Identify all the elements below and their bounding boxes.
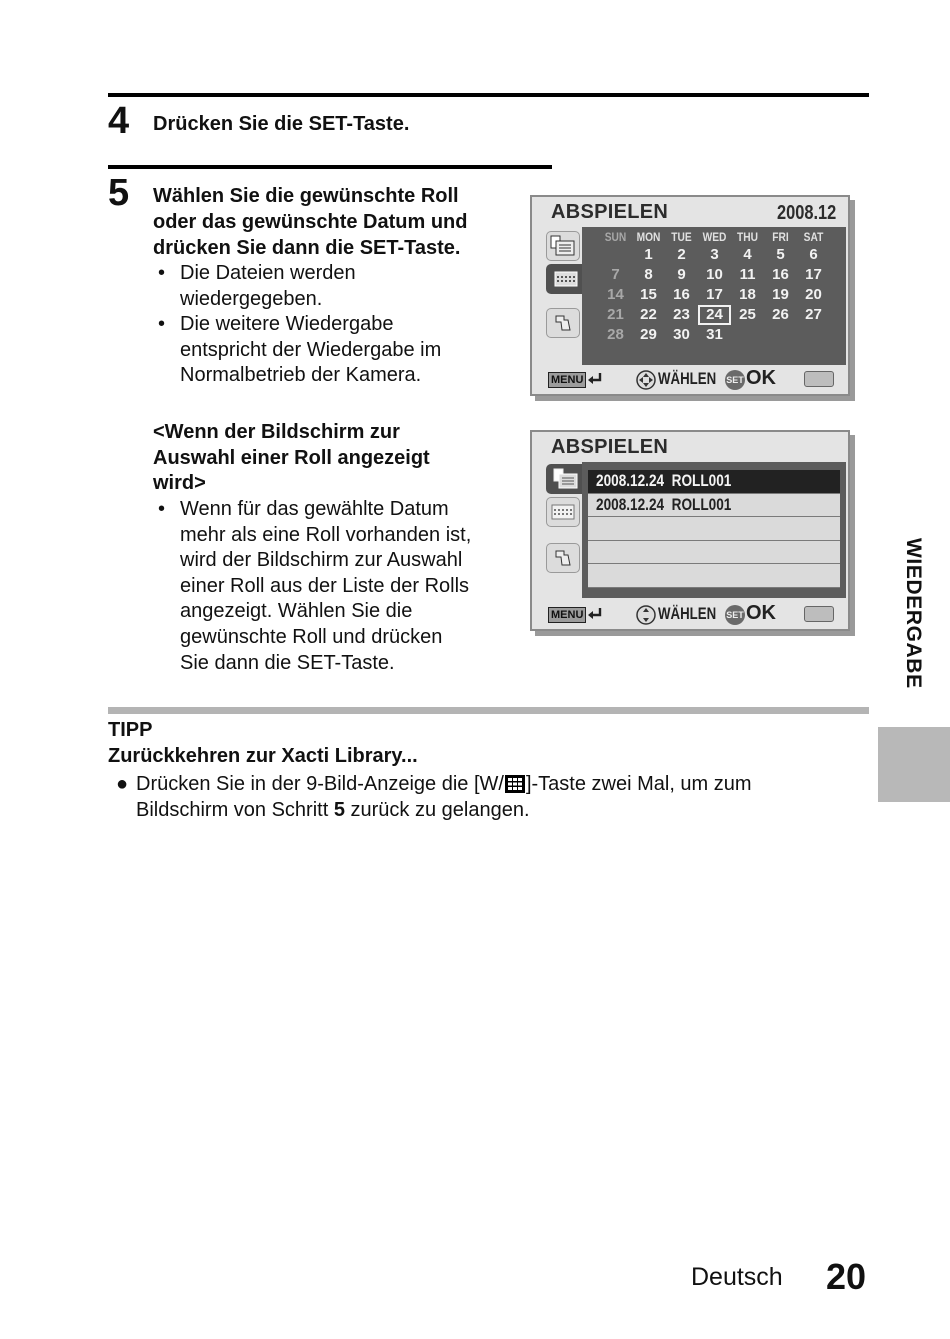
set-key[interactable]: SET bbox=[725, 605, 745, 625]
step-5-title-line: oder das gewünschte Datum und bbox=[153, 211, 468, 233]
roll-section-bullet bbox=[153, 497, 523, 676]
roll-list-item-label: 2008.12.24 ROLL001 bbox=[596, 471, 732, 490]
step-5-title-line: drücken Sie dann die SET-Taste. bbox=[153, 237, 461, 259]
section-tab-label bbox=[881, 538, 925, 718]
step-5-title-line: Wählen Sie die gewünschte Roll bbox=[153, 185, 459, 207]
screen-title: ABSPIELEN bbox=[551, 436, 669, 458]
calendar-day[interactable]: 10 bbox=[706, 266, 723, 283]
bullet-line: • Die Dateien werden bbox=[180, 262, 356, 284]
calendar-view-icon[interactable] bbox=[546, 264, 586, 294]
calendar-grid bbox=[599, 229, 830, 345]
navigation-icon bbox=[636, 370, 656, 390]
bullet-line: • Die weitere Wiedergabe bbox=[180, 313, 394, 336]
calendar-day[interactable]: 8 bbox=[644, 266, 653, 283]
weekday-header: SAT bbox=[803, 230, 824, 244]
menu-key[interactable]: MENU bbox=[548, 607, 586, 623]
weekday-header: TUE bbox=[671, 230, 692, 244]
calendar-day[interactable]: 1 bbox=[644, 246, 653, 263]
bullet-line: einer Roll aus der Liste der Rolls bbox=[180, 574, 470, 597]
calendar-day[interactable]: 6 bbox=[809, 246, 818, 263]
bullet-line: mehr als eine Roll vorhanden ist, bbox=[180, 523, 472, 546]
roll-list bbox=[588, 470, 840, 588]
calendar-day[interactable]: 15 bbox=[640, 286, 657, 303]
page-number: 20 bbox=[826, 1256, 867, 1297]
calendar-bottom-bar bbox=[532, 364, 848, 394]
calendar-day[interactable]: 30 bbox=[673, 326, 690, 343]
tipp-bullet: ● bbox=[116, 773, 129, 795]
calendar-view-icon[interactable] bbox=[546, 497, 580, 527]
calendar-day[interactable]: 23 bbox=[673, 306, 690, 323]
bullet-line: wird der Bildschirm zur Auswahl bbox=[180, 549, 463, 572]
roll-list-item[interactable] bbox=[588, 494, 840, 518]
calendar-day[interactable]: 2 bbox=[677, 246, 686, 263]
tipp-text: Drücken Sie in der 9-Bild-Anzeige die [W/ bbox=[136, 773, 504, 795]
step-5-bullet bbox=[153, 312, 523, 389]
calendar-day[interactable]: 16 bbox=[673, 286, 690, 303]
bullet-line: gewünschte Roll und drücken bbox=[180, 625, 443, 648]
bullet-line: angezeigt. Wählen Sie die bbox=[180, 600, 413, 623]
calendar-day[interactable]: 31 bbox=[706, 326, 723, 343]
roll-list-screen bbox=[530, 430, 850, 631]
roll-panel bbox=[582, 462, 846, 598]
grid-view-icon bbox=[505, 775, 525, 793]
calendar-screen bbox=[530, 195, 850, 396]
roll-bottom-bar bbox=[532, 599, 848, 629]
calendar-day[interactable]: 25 bbox=[739, 306, 756, 323]
calendar-day[interactable]: 26 bbox=[772, 306, 789, 323]
step-5-bullet bbox=[153, 261, 523, 312]
calendar-day[interactable]: 20 bbox=[805, 286, 822, 303]
tipp-rule bbox=[108, 707, 869, 714]
calendar-day[interactable]: 3 bbox=[710, 246, 719, 263]
calendar-day[interactable]: 18 bbox=[739, 286, 756, 303]
calendar-day[interactable]: 4 bbox=[743, 246, 752, 263]
weekday-header: SUN bbox=[604, 230, 627, 244]
tipp-label: TIPP bbox=[108, 719, 153, 741]
tipp-title: Zurückkehren zur Xacti Library... bbox=[108, 745, 418, 767]
bullet-line: • Wenn für das gewählte Datum bbox=[180, 498, 449, 520]
camera-mode-icon[interactable] bbox=[546, 543, 580, 573]
calendar-day[interactable]: 17 bbox=[805, 266, 822, 283]
calendar-day[interactable]: 11 bbox=[739, 266, 756, 283]
battery-icon bbox=[804, 606, 834, 622]
roll-section-bullets bbox=[153, 497, 523, 676]
menu-key[interactable]: MENU bbox=[548, 372, 586, 388]
step-4-number: 4 bbox=[108, 100, 130, 142]
heading-line: wird> bbox=[153, 472, 206, 495]
calendar-day[interactable]: 19 bbox=[772, 286, 789, 303]
calendar-day[interactable]: 24 bbox=[698, 305, 731, 325]
calendar-empty-cell bbox=[599, 245, 632, 265]
footer-language: Deutsch bbox=[691, 1263, 783, 1291]
calendar-day[interactable]: 28 bbox=[607, 326, 624, 343]
ok-label: OK bbox=[746, 602, 776, 624]
return-icon bbox=[586, 605, 604, 623]
roll-list-item[interactable] bbox=[588, 541, 840, 565]
top-rule bbox=[108, 93, 869, 97]
calendar-day[interactable]: 17 bbox=[706, 286, 723, 303]
step-5-number: 5 bbox=[108, 172, 130, 214]
tipp-text: Bildschirm von Schritt bbox=[136, 799, 334, 821]
calendar-empty-cell bbox=[797, 325, 830, 345]
select-label: WÄHLEN bbox=[658, 604, 717, 623]
calendar-day[interactable]: 9 bbox=[677, 266, 686, 283]
calendar-empty-cell bbox=[764, 325, 797, 345]
section-tab-text: WIEDERGABE bbox=[902, 538, 925, 689]
calendar-day[interactable]: 29 bbox=[640, 326, 657, 343]
folder-view-icon[interactable] bbox=[546, 231, 580, 261]
roll-list-item[interactable] bbox=[588, 564, 840, 588]
set-key[interactable]: SET bbox=[725, 370, 745, 390]
calendar-day[interactable]: 21 bbox=[607, 306, 624, 323]
calendar-day[interactable]: 22 bbox=[640, 306, 657, 323]
calendar-day[interactable]: 27 bbox=[805, 306, 822, 323]
bullet-line: Sie dann die SET-Taste. bbox=[180, 651, 395, 674]
step-5-title bbox=[153, 183, 523, 261]
up-down-icon bbox=[636, 605, 656, 625]
weekday-header: MON bbox=[636, 230, 661, 244]
calendar-month: 2008.12 bbox=[776, 202, 836, 224]
roll-section-heading bbox=[153, 420, 513, 497]
calendar-day[interactable]: 5 bbox=[776, 246, 785, 263]
battery-icon bbox=[804, 371, 834, 387]
screen-title: ABSPIELEN bbox=[551, 201, 669, 223]
weekday-header: WED bbox=[702, 230, 727, 244]
step-5-rule bbox=[108, 165, 552, 169]
calendar-day[interactable]: 7 bbox=[611, 266, 620, 283]
calendar-day[interactable]: 16 bbox=[772, 266, 789, 283]
heading-line: <Wenn der Bildschirm zur bbox=[153, 421, 400, 443]
folder-view-icon[interactable] bbox=[546, 464, 586, 494]
tipp-text: zurück zu gelangen. bbox=[344, 799, 530, 821]
calendar-empty-cell bbox=[731, 325, 764, 345]
calendar-panel bbox=[582, 227, 846, 365]
tipp-step-ref: 5 bbox=[333, 799, 345, 821]
bullet-line: wiedergegeben. bbox=[180, 287, 323, 310]
tipp-body bbox=[136, 771, 866, 823]
step-4-title: Drücken Sie die SET-Taste. bbox=[153, 113, 410, 135]
roll-list-item[interactable] bbox=[588, 470, 840, 494]
select-label: WÄHLEN bbox=[658, 369, 717, 388]
heading-line: Auswahl einer Roll angezeigt bbox=[153, 446, 430, 469]
weekday-header: FRI bbox=[772, 230, 789, 244]
step-5-bullets bbox=[153, 261, 523, 389]
roll-list-item-label: 2008.12.24 ROLL001 bbox=[596, 494, 732, 514]
ok-label: OK bbox=[746, 367, 776, 389]
roll-list-item[interactable] bbox=[588, 517, 840, 541]
section-tab-marker bbox=[878, 727, 950, 802]
weekday-header: THU bbox=[737, 230, 758, 244]
bullet-line: entspricht der Wiedergabe im bbox=[180, 338, 442, 361]
tipp-text: ]-Taste zwei Mal, um zum bbox=[525, 773, 752, 795]
calendar-day[interactable]: 14 bbox=[607, 286, 624, 303]
camera-mode-icon[interactable] bbox=[546, 308, 580, 338]
bullet-line: Normalbetrieb der Kamera. bbox=[180, 364, 422, 387]
return-icon bbox=[586, 370, 604, 388]
